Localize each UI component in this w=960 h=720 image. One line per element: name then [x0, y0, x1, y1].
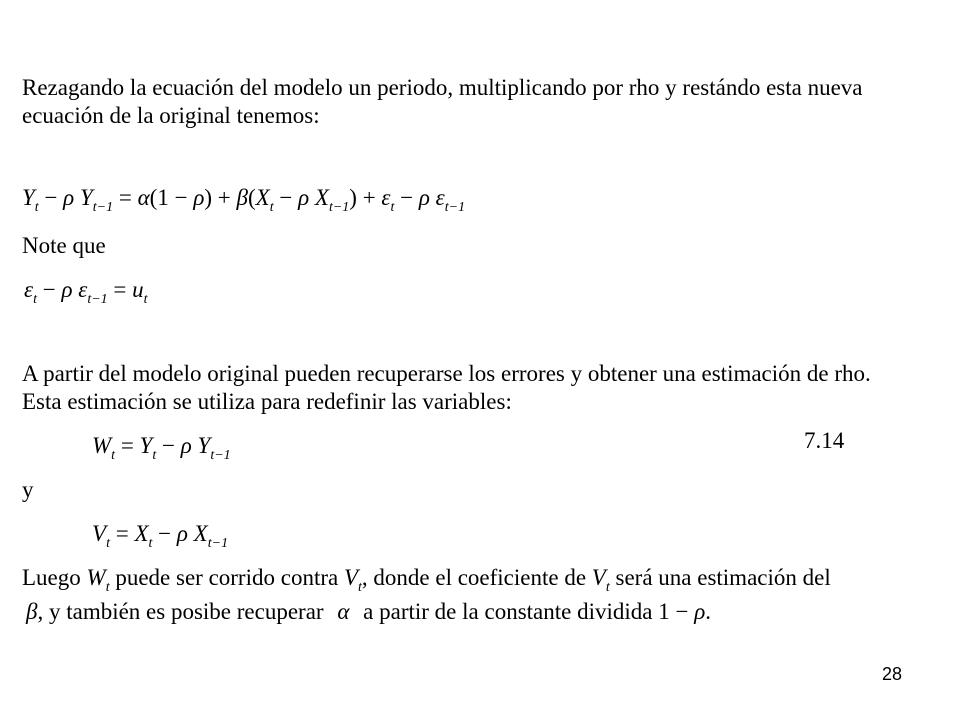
equation-lagged-model: $Y_t - \rho$ $Y_{t-1} = \alpha(1 - \rho) + \beta(X_t - \rho$ $X_{t-1}) + \varepsilon_t - \rho$ $\varepsilon_{t-1}$ [22, 185, 466, 215]
p3-part1: Luego [22, 565, 81, 590]
paragraph-3-line-2: β, y también es posibe recuperar α a partir de la constante dividida 1 − ρ. [26, 599, 711, 624]
note-label: Note que [22, 233, 106, 258]
equation-w-definition: $W_t = Y_t - \rho$ $Y_{t-1}$ [92, 433, 231, 463]
p3-part6: a partir de la constante dividida [363, 599, 653, 624]
equation-error-definition: $\varepsilon_t - \rho$ $\varepsilon_{t-1} = u_t$ [24, 277, 148, 307]
paragraph-3-line-1: Luego $W_t$ puede ser corrido contra $V_t$, donde el coeficiente de $V_t$ será una estimación del [22, 565, 831, 595]
equation-number: 7.14 [804, 428, 845, 453]
p3-part5: , y también es posibe recuperar [37, 599, 324, 624]
paragraph-1-line-1: Rezagando la ecuación del modelo un periodo, multiplicando por rho y restándo esta nueva [22, 75, 863, 100]
page-number: 28 [881, 664, 902, 684]
p3-part7: . [705, 599, 711, 624]
p3-part3: , donde el coeficiente de [361, 565, 587, 590]
connector-y: y [22, 477, 34, 502]
paragraph-1-line-2: ecuación de la original tenemos: [22, 103, 320, 128]
equation-v-definition: $V_t = X_t - \rho$ $X_{t-1}$ [92, 521, 229, 551]
paragraph-2-line-2: Esta estimación se utiliza para redefinir las variables: [22, 389, 512, 414]
p3-part2: puede ser corrido contra [115, 565, 339, 590]
p3-part4: será una estimación del [615, 565, 831, 590]
paragraph-2-line-1: A partir del modelo original pueden recuperarse los errores y obtener una estimación de rho. [22, 361, 871, 386]
